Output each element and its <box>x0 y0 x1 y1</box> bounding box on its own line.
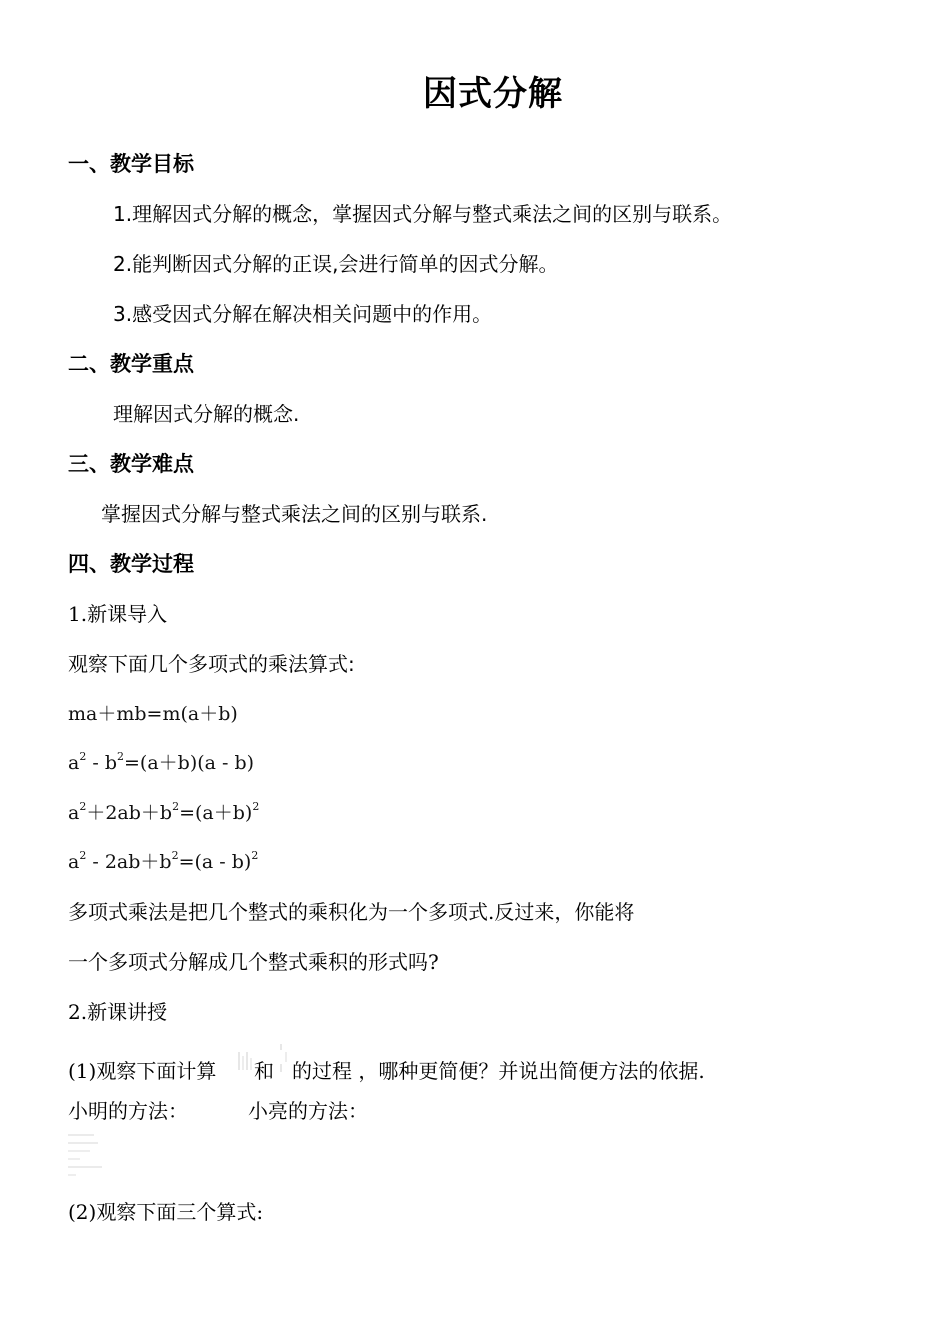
calc-image-1 <box>236 1048 254 1078</box>
objective-item-2: 2.能判断因式分解的正误,会进行简单的因式分解。 <box>113 252 559 276</box>
formula-3-sq-c: 2 <box>252 800 260 813</box>
formula-4-sq-b: 2 <box>171 849 179 862</box>
formula-3-a: a <box>68 802 80 824</box>
paragraph-line-2: 一个多项式分解成几个整式乘积的形式吗? <box>68 950 439 974</box>
calc-image-2 <box>276 1040 292 1080</box>
formula-2-c: =(a＋b)(a - b) <box>124 752 255 774</box>
subsection-teaching: 2.新课讲授 <box>68 1000 168 1024</box>
formula-3-sq-a: 2 <box>79 800 87 813</box>
formula-2-a: a <box>68 752 80 774</box>
formula-3-sq-b: 2 <box>172 800 180 813</box>
question-1-part-c: 的过程 ，哪种更简便？并说出简便方法的依据. <box>292 1059 705 1083</box>
objective-item-1: 1.理解因式分解的概念，掌握因式分解与整式乘法之间的区别与联系。 <box>113 202 733 226</box>
difficulties-text: 掌握因式分解与整式乘法之间的区别与联系. <box>101 502 488 526</box>
section-heading-key-points: 二、教学重点 <box>68 352 194 376</box>
section-heading-objectives: 一、教学目标 <box>68 152 194 176</box>
formula-4-sq-c: 2 <box>251 849 259 862</box>
question-1-part-a: (1)观察下面计算 <box>68 1059 217 1083</box>
formula-3-c: =(a＋b) <box>179 802 253 824</box>
xiaoliang-method-label: 小亮的方法： <box>248 1099 368 1123</box>
formula-3-b: ＋2ab＋b <box>86 802 173 824</box>
key-points-text: 理解因式分解的概念. <box>113 402 300 426</box>
formula-4-b: - 2ab＋b <box>86 851 172 873</box>
section-heading-difficulties: 三、教学难点 <box>68 452 194 476</box>
question-2: (2)观察下面三个算式: <box>68 1200 264 1224</box>
question-1-part-b: 和 <box>254 1059 274 1083</box>
observe-text: 观察下面几个多项式的乘法算式: <box>68 652 355 676</box>
xiaoming-method-label: 小明的方法： <box>68 1099 188 1123</box>
formula-4 <box>68 848 258 876</box>
formula-1: ma＋mb=m(a＋b) <box>68 703 238 725</box>
formula-2-b: - b <box>86 752 117 774</box>
page-title: 因式分解 <box>423 74 563 114</box>
formula-3 <box>68 799 259 827</box>
formula-4-sq-a: 2 <box>79 849 87 862</box>
formula-2-sq-a: 2 <box>79 750 87 763</box>
objective-item-3: 3.感受因式分解在解决相关问题中的作用。 <box>113 302 493 326</box>
section-heading-process: 四、教学过程 <box>68 552 194 576</box>
formula-4-c: =(a - b) <box>178 851 252 873</box>
subsection-intro: 1.新课导入 <box>68 602 168 626</box>
formula-4-a: a <box>68 851 80 873</box>
formula-2-sq-b: 2 <box>117 750 124 763</box>
formula-2 <box>68 749 254 777</box>
paragraph-line-1: 多项式乘法是把几个整式的乘积化为一个多项式.反过来，你能将 <box>68 900 635 924</box>
method-image <box>66 1132 106 1178</box>
